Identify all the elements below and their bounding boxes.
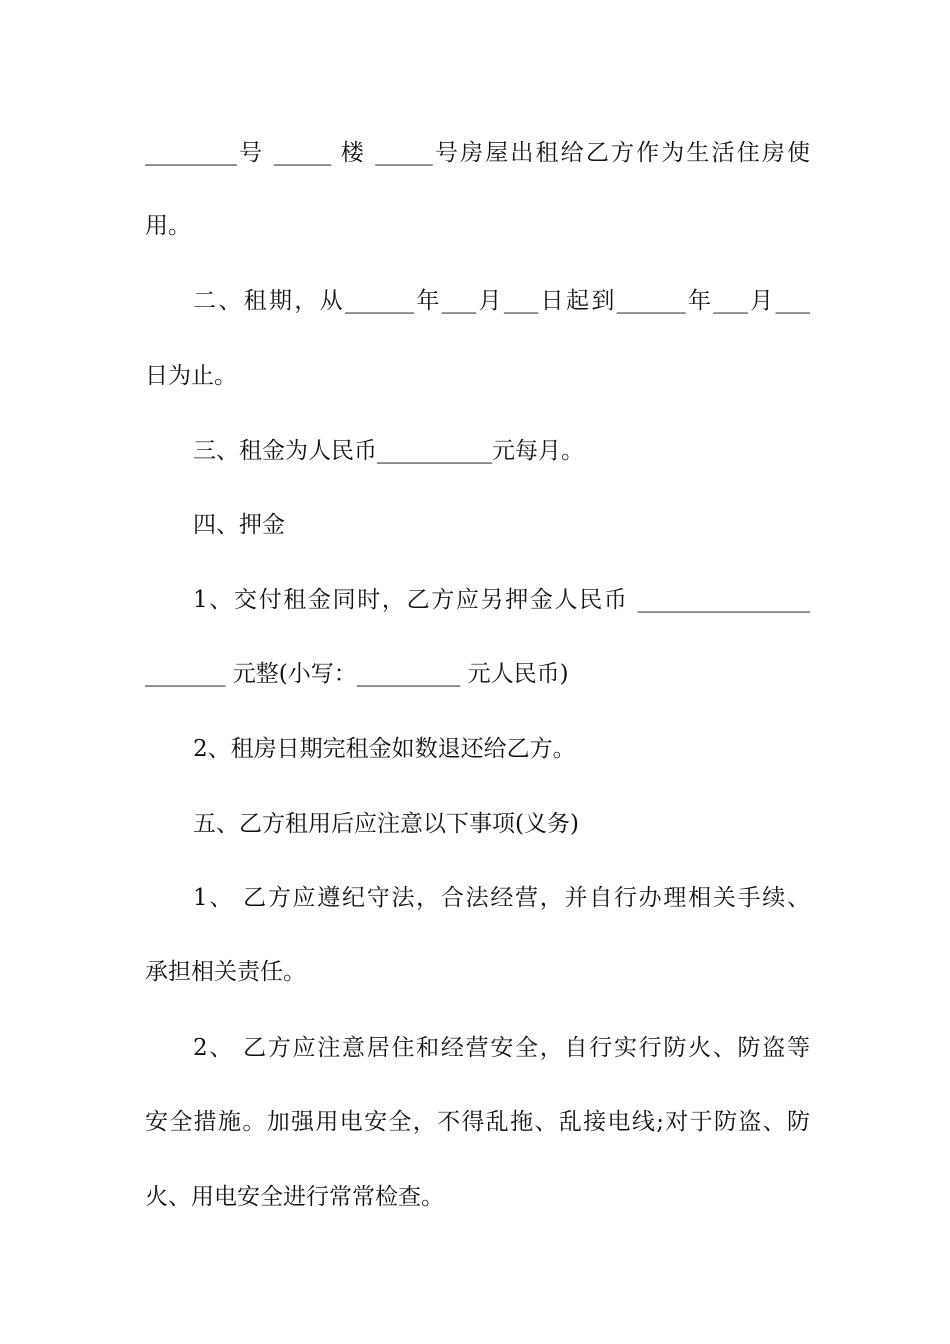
clause-two-line-1: 二、租期，从______年___月___日起到______年___月___ <box>193 288 810 314</box>
obligation-1-line-2: 承担相关责任。 <box>145 959 306 985</box>
obligation-1-line-1: 1、 乙方应遵纪守法，合法经营，并自行办理相关手续、 <box>193 885 810 911</box>
obligation-2-line-1: 2、 乙方应注意居住和经营安全，自行实行防火、防盗等 <box>193 1035 810 1061</box>
obligation-2-line-3: 火、用电安全进行常常检查。 <box>145 1184 444 1210</box>
clause-four-heading: 四、押金 <box>193 512 285 538</box>
clause-two-line-2: 日为止。 <box>145 363 237 389</box>
deposit-item-2: 2、租房日期完租金如数退还给乙方。 <box>193 736 576 762</box>
clause-five-heading: 五、乙方租用后应注意以下事项(义务) <box>193 811 579 837</box>
clause-one-line-1: ________号 _____ 楼 _____号房屋出租给乙方作为生活住房使 <box>145 140 810 166</box>
clause-one-line-2: 用。 <box>145 213 191 239</box>
obligation-2-line-2: 安全措施。加强用电安全，不得乱拖、乱接电线;对于防盗、防 <box>145 1109 810 1135</box>
deposit-item-1-line-2: _______ 元整(小写：_________ 元人民币) <box>145 661 569 687</box>
clause-three: 三、租金为人民币__________元每月。 <box>193 438 584 464</box>
deposit-item-1-line-1: 1、交付租金同时，乙方应另押金人民币 _______________ <box>193 587 810 613</box>
